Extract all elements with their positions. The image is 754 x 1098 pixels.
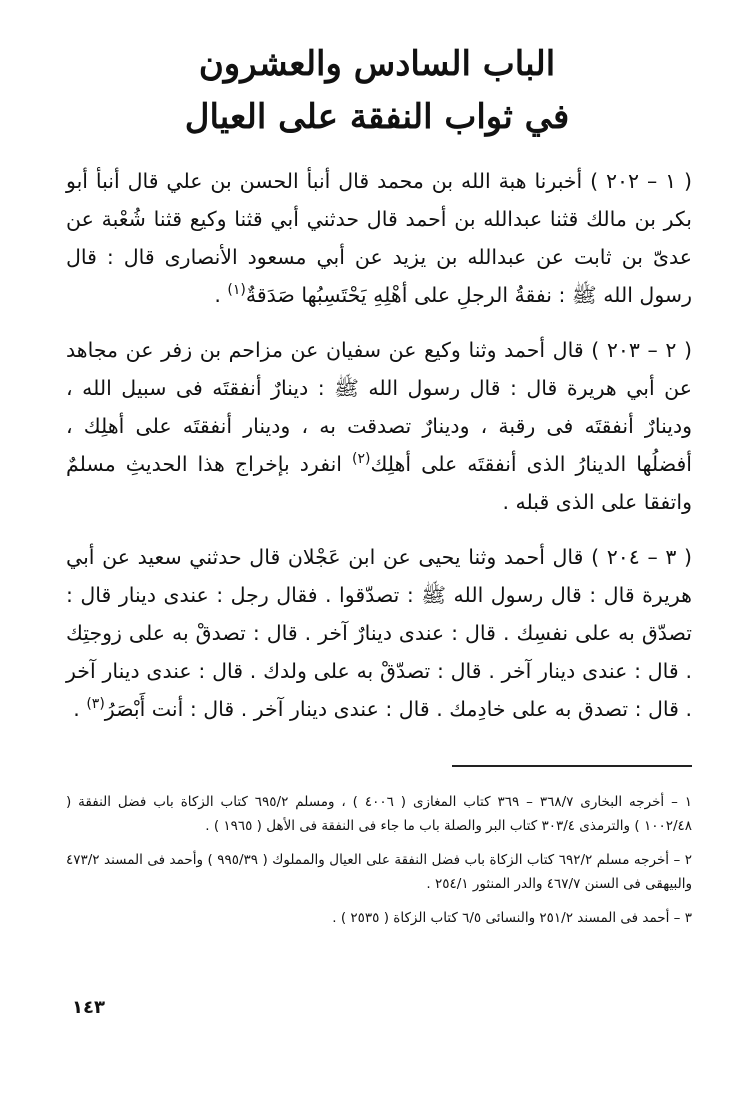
main-text <box>66 162 692 728</box>
page-number: ١٤٣ <box>72 997 105 1018</box>
footnotes <box>66 790 692 940</box>
footnote-ref: (٢) <box>352 451 371 468</box>
footnote-ref: (١) <box>227 282 246 299</box>
chapter-title: الباب السادس والعشرون <box>198 44 556 84</box>
chapter-subtitle: في ثواب النفقة على العيال <box>184 97 570 137</box>
footnote-3: ٣ – أحمد فى المسند ٢٥١/٢ والنسائى ٦/٥ كتاب الزكاة ( ٢٥٣٥ ) . <box>332 910 692 926</box>
hadith-tail: انفرد بإخراج هذا الحديثِ مسلمٌ واتفقا على الذى قبله . <box>66 452 692 514</box>
footnote-separator <box>452 765 692 767</box>
hadith-text: ( ١ – ٢٠٢ ) أخبرنا هبة الله بن محمد قال أنبأ الحسن بن علي قال أنبأ أبو بكر بن مالك قثنا عبدالله بن أحمد قال حدثني أبي قثنا وكيع قثنا شُعْبة عن عدىّ بن ثابت عن عبدالله بن يزيد عن أبي مسعود الأنصارى قال : قال رسول الله ﷺ : نفقةُ الرجلِ على أهْلِهِ يَحْتَسِبُها صَدَقةٌ <box>66 169 692 307</box>
footnote-ref: (٣) <box>86 696 105 713</box>
hadith-paragraph-3 <box>66 538 692 728</box>
hadith-paragraph-1 <box>66 162 692 314</box>
hadith-tail: . <box>73 697 87 721</box>
footnote-1: ١ – أخرجه البخارى ٣٦٨/٧ – ٣٦٩ كتاب المغازى ( ٤٠٠٦ ) ، ومسلم ٦٩٥/٢ كتاب الزكاة باب فضل النفقة ( ١٠٠٢/٤٨ ) والترمذى ٣٠٣/٤ كتاب البر والصلة باب ما جاء فى النفقة فى الأهل ( ١٩٦٥ ) . <box>66 794 693 834</box>
chapter-heading <box>0 40 754 142</box>
hadith-text: ( ٣ – ٢٠٤ ) قال أحمد وثنا يحيى عن ابن عَجْلان قال حدثني سعيد عن أبي هريرة قال : قال رسول الله ﷺ : تصدّقوا . فقال رجل : عندى دينار قال : تصدّق به على نفسِك . قال : عندى دينارٌ آخر . قال : تصدقْ به على زوجتِك . قال : عندى دينار آخر . قال : تصدّقْ به على ولدك . قال : عندى دينار آخر . قال : تصدق به على خادِمك . قال : عندى دينار آخر . قال : أنت أَبْصَرُ <box>66 545 692 721</box>
hadith-paragraph-2 <box>66 331 692 521</box>
footnote-2: ٢ – أخرجه مسلم ٦٩٢/٢ كتاب الزكاة باب فضل النفقة على العيال والمملوك ( ٩٩٥/٣٩ ) وأحمد فى المسند ٤٧٣/٢ والبيهقى فى السنن ٤٦٧/٧ والدر المنثور ٢٥٤/١ . <box>66 852 692 892</box>
hadith-tail: . <box>214 283 228 307</box>
hadith-text: ( ٢ – ٢٠٣ ) قال أحمد وثنا وكيع عن سفيان عن مزاحم بن زفر عن مجاهد عن أبي هريرة قال : قال رسول الله ﷺ : دينارٌ أنفقتَه فى سبيل الله ، ودينارٌ أنفقتَه فى رقبة ، ودينارٌ تصدقت به ، ودينار أنفقتَه على أهلِك ، أفضلُها الدينارُ الذى أنفقتَه على أهلِك <box>66 338 692 476</box>
